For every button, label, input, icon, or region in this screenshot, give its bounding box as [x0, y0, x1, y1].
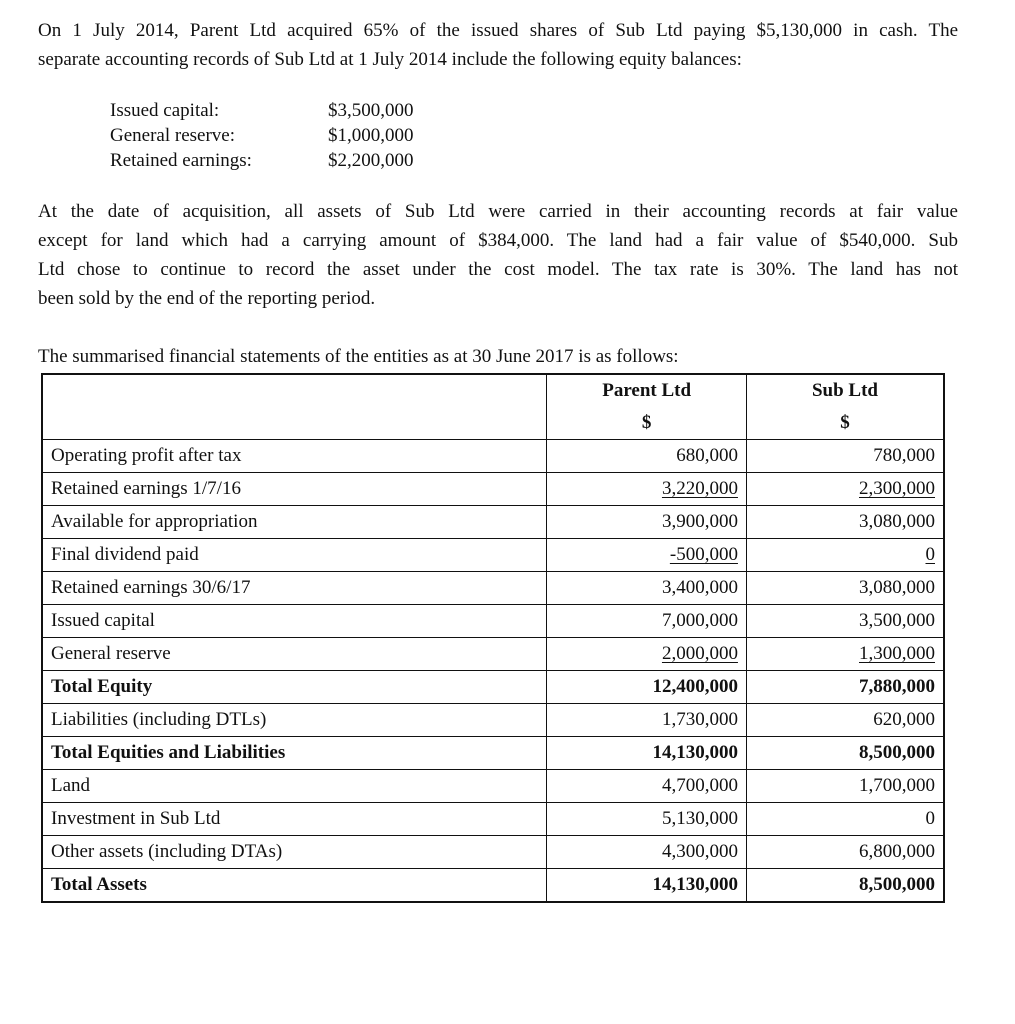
sub-value: 780,000 [746, 440, 944, 473]
table-row [42, 869, 944, 903]
sub-value: 6,800,000 [746, 836, 944, 869]
row-label: Total Equity [42, 671, 547, 704]
sub-value: 1,700,000 [746, 770, 944, 803]
equity-value: $2,200,000 [328, 150, 414, 171]
parent-value: 14,130,000 [547, 869, 747, 903]
table-row [42, 704, 944, 737]
equity-value: $1,000,000 [328, 125, 414, 146]
acquisition-line: been sold by the end of the reporting period. [38, 288, 376, 309]
row-label: Final dividend paid [42, 539, 547, 572]
row-label: Operating profit after tax [42, 440, 547, 473]
parent-value: 14,130,000 [547, 737, 747, 770]
table-row [42, 605, 944, 638]
row-label: Other assets (including DTAs) [42, 836, 547, 869]
row-label: Retained earnings 30/6/17 [42, 572, 547, 605]
row-label: Available for appropriation [42, 506, 547, 539]
parent-value: 3,400,000 [547, 572, 747, 605]
parent-value: 3,220,000 [661, 478, 738, 499]
equity-label: Issued capital: [110, 100, 220, 121]
parent-value: 12,400,000 [547, 671, 747, 704]
intro-line: On 1 July 2014, Parent Ltd acquired 65% of the issued shares of Sub Ltd paying $5,130,000 in cash. The [38, 20, 958, 41]
parent-value: 2,000,000 [661, 643, 738, 664]
table-row [42, 671, 944, 704]
sub-value: 0 [925, 544, 935, 565]
sub-value: 3,500,000 [746, 605, 944, 638]
parent-value: 680,000 [547, 440, 747, 473]
sub-value: 2,300,000 [859, 478, 935, 499]
equity-label: Retained earnings: [110, 150, 252, 171]
table-row [42, 638, 944, 671]
table-row [42, 836, 944, 869]
sub-value: 8,500,000 [746, 737, 944, 770]
currency-sub: $ [746, 407, 944, 440]
intro-line: separate accounting records of Sub Ltd at 1 July 2014 include the following equity balances: [38, 49, 742, 70]
table-row [42, 440, 944, 473]
equity-label: General reserve: [110, 125, 236, 146]
table-row [42, 473, 944, 506]
row-label: Total Equities and Liabilities [42, 737, 547, 770]
sub-value: 8,500,000 [746, 869, 944, 903]
row-label: General reserve [42, 638, 547, 671]
sub-value: 7,880,000 [746, 671, 944, 704]
table-row [42, 803, 944, 836]
header-parent: Parent Ltd [547, 374, 747, 407]
equity-row [110, 123, 468, 148]
parent-value: 3,900,000 [547, 506, 747, 539]
sub-value: 0 [746, 803, 944, 836]
table-row [42, 770, 944, 803]
statements-intro [38, 342, 958, 371]
sub-value: 3,080,000 [746, 572, 944, 605]
table-row [42, 506, 944, 539]
header-blank [42, 374, 547, 407]
row-label: Retained earnings 1/7/16 [42, 473, 547, 506]
row-label: Investment in Sub Ltd [42, 803, 547, 836]
row-label: Total Assets [42, 869, 547, 903]
equity-row [110, 148, 468, 173]
parent-value: 4,300,000 [547, 836, 747, 869]
table-currency-row [42, 407, 944, 440]
row-label: Land [42, 770, 547, 803]
statements-intro-text: The summarised financial statements of the entities as at 30 June 2017 is as follows: [38, 346, 679, 367]
table-row [42, 572, 944, 605]
financial-statements-table [41, 373, 945, 903]
table-header-row [42, 374, 944, 407]
acquisition-line: except for land which had a carrying amount of $384,000. The land had a fair value of $540,000. Sub [38, 230, 958, 251]
sub-value: 620,000 [746, 704, 944, 737]
parent-value: 5,130,000 [547, 803, 747, 836]
equity-value: $3,500,000 [328, 100, 414, 121]
intro-paragraph [38, 16, 958, 74]
row-label: Issued capital [42, 605, 547, 638]
sub-value: 1,300,000 [859, 643, 935, 664]
acquisition-paragraph [38, 197, 958, 313]
parent-value: 4,700,000 [547, 770, 747, 803]
equity-row [110, 98, 468, 123]
parent-value: 7,000,000 [547, 605, 747, 638]
sub-value: 3,080,000 [746, 506, 944, 539]
header-sub: Sub Ltd [746, 374, 944, 407]
parent-value: -500,000 [669, 544, 738, 565]
row-label: Liabilities (including DTLs) [42, 704, 547, 737]
table-row [42, 737, 944, 770]
parent-value: 1,730,000 [547, 704, 747, 737]
table-row [42, 539, 944, 572]
acquisition-line: Ltd chose to continue to record the asset under the cost model. The tax rate is 30%. The land has not [38, 259, 958, 280]
header-blank [42, 407, 547, 440]
equity-balances [110, 98, 468, 173]
acquisition-line: At the date of acquisition, all assets of Sub Ltd were carried in their accounting records at fair value [38, 201, 958, 222]
currency-parent: $ [547, 407, 747, 440]
